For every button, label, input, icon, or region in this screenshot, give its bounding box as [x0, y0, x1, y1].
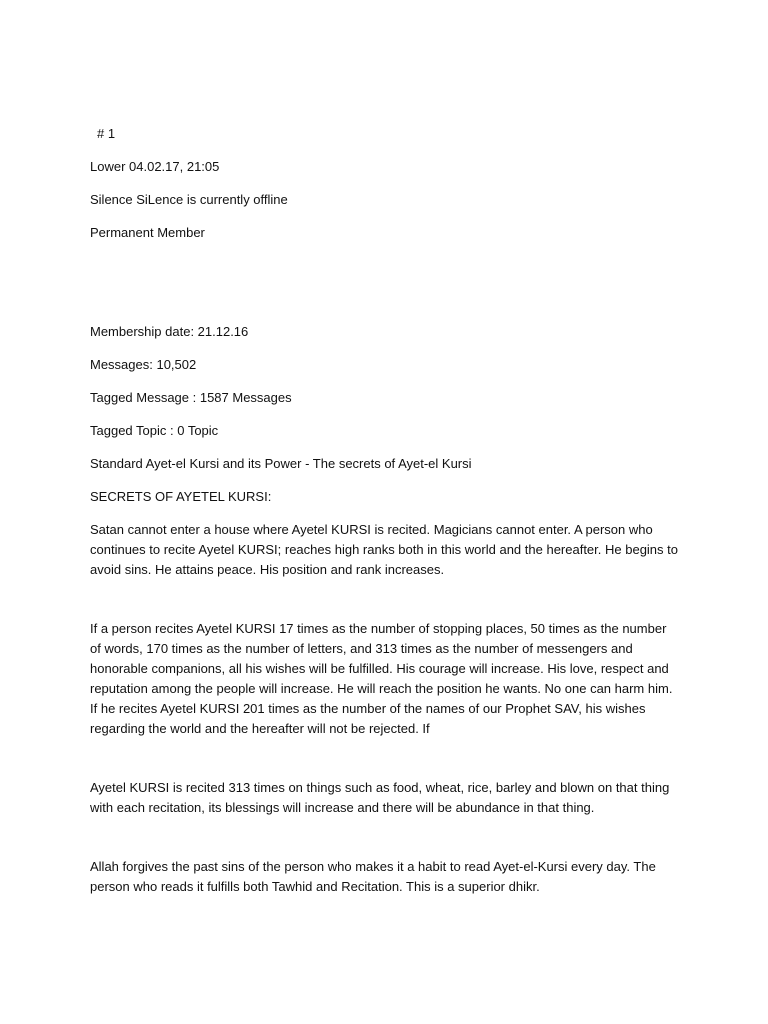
article-paragraph: If a person recites Ayetel KURSI 17 times as the number of stopping places, 50 times as the number of words, 170 times as the number of letters, and 313 times as the number of messengers and honorable companions, all his wishes will be fulfilled. His courage will increase. His love, respect and reputation among the people will increase. He will reach the position he wants. No one can harm him. If he recites Ayetel KURSI 201 times as the number of the names of our Prophet SAV, his wishes regarding the world and the hereafter will not be rejected. If [90, 621, 673, 736]
article-paragraph: Satan cannot enter a house where Ayetel KURSI is recited. Magicians cannot enter. A person who continues to recite Ayetel KURSI; reaches high ranks both in this world and the hereafter. He begins to avoid sins. He attains peace. His position and rank increases. [90, 522, 678, 577]
messages-count: Messages: 10,502 [90, 357, 197, 372]
spacer [90, 831, 680, 857]
user-rank: Permanent Member [90, 225, 205, 240]
article-title: Standard Ayet-el Kursi and its Power - The secrets of Ayet-el Kursi [90, 456, 472, 471]
post-content [90, 124, 680, 910]
post-meta: Lower 04.02.17, 21:05 [90, 159, 220, 174]
tagged-topic: Tagged Topic : 0 Topic [90, 423, 219, 438]
user-status: Silence SiLence is currently offline [90, 192, 288, 207]
membership-date: Membership date: 21.12.16 [90, 324, 249, 339]
spacer [90, 256, 680, 322]
spacer [90, 752, 680, 778]
post-number: # 1 [97, 126, 116, 141]
article-heading: SECRETS OF AYETEL KURSI: [90, 489, 272, 504]
article-paragraph: Ayetel KURSI is recited 313 times on things such as food, wheat, rice, barley and blown on that thing with each recitation, its blessings will increase and there will be abundance in that thing. [90, 780, 670, 815]
spacer [90, 593, 680, 619]
tagged-message: Tagged Message : 1587 Messages [90, 390, 292, 405]
article-paragraph: Allah forgives the past sins of the person who makes it a habit to read Ayet-el-Kursi every day. The person who reads it fulfills both Tawhid and Recitation. This is a superior dhikr. [90, 859, 656, 894]
